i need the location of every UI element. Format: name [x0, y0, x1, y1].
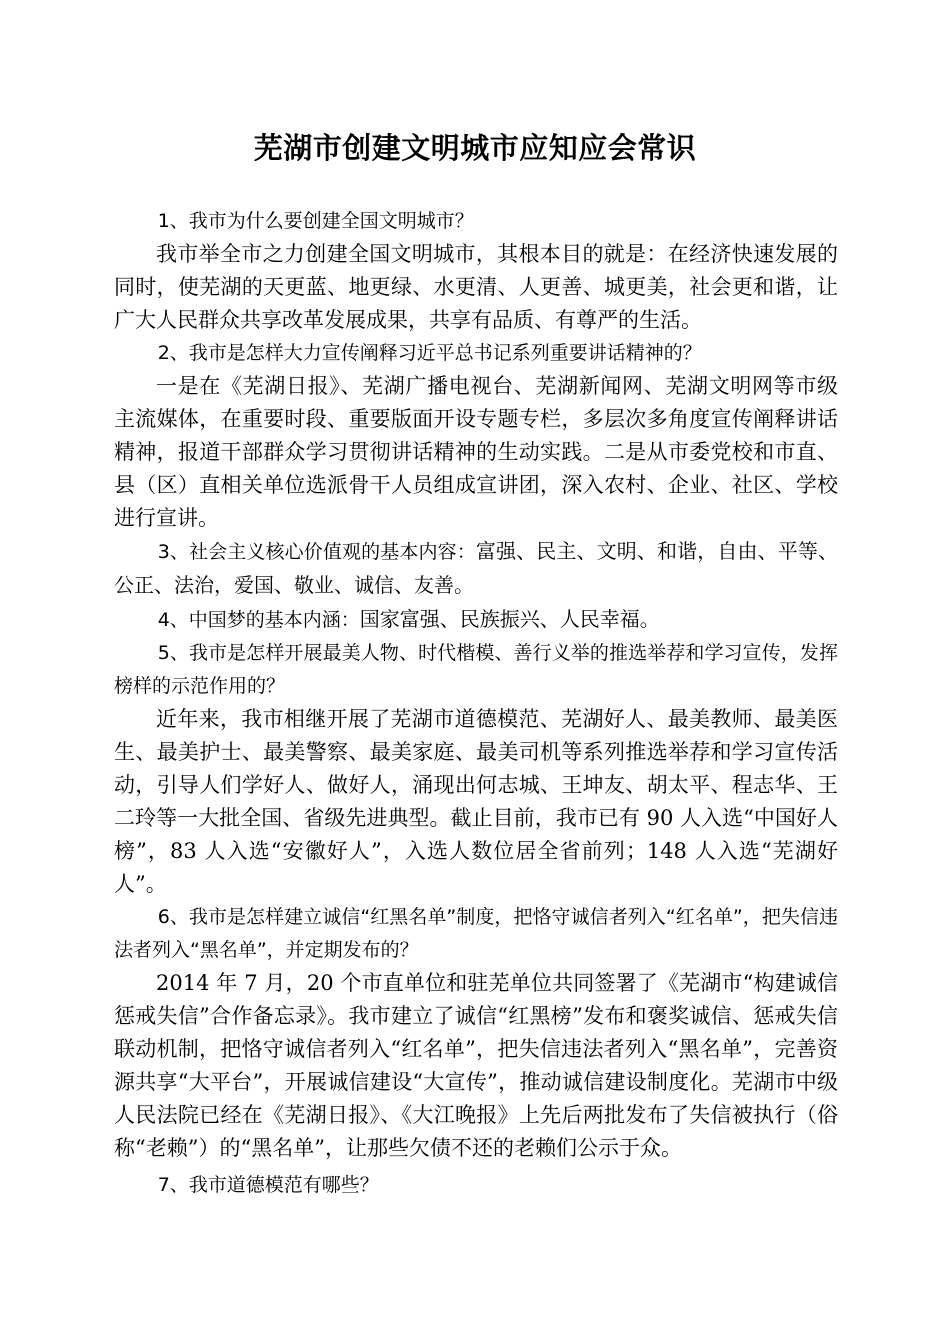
document-title: 芜湖市创建文明城市应知应会常识	[253, 131, 697, 165]
question-6: 6、我市是怎样建立诚信“红黑名单”制度，把恪守诚信者列入“红名单”，把失信违法者列入“黑名单”，并定期发布的？	[114, 906, 838, 961]
answer-3: 富强、民主、文明、和谐，自由、平等、公正、法治，爱国、敬业、诚信、友善。	[114, 539, 838, 597]
answer-6: 2014 年 7 月，20 个市直单位和驻芜单位共同签署了《芜湖市“构建诚信 惩戒失信”合作备忘录》。我市建立了诚信“红黑榜”发布和褒奖诚信、惩戒失信联动机制，把恪守诚信者列入“红名单”，把失信违法者列入“黑名单”，完善资源共享“大平台”，开展诚信建设“大宣传”，推动诚信建设制度化。芜湖市中级人民法院已经在《芜湖日报》、《大江晚报》上先后两批发布了失信被执行（俗称“老赖”）的“黑名单”，让那些欠债不还的老赖们公示于众。	[114, 971, 838, 1160]
answer-2: 一是在《芜湖日报》、芜湖广播电视台、芜湖新闻网、芜湖文明网等市级主流媒体，在重要时段、重要版面开设专题专栏，多层次多角度宣传阐释讲话精神，报道干部群众学习贯彻讲话精神的生动实践。二是从市委党校和市直、县（区）直相关单位选派骨干人员组成宣讲团，深入农村、企业、社区、学校进行宣讲。	[114, 374, 838, 530]
question-3-label: 3、社会主义核心价值观的基本内容：	[157, 541, 476, 563]
answer-4: 国家富强、民族振兴、人民幸福。	[359, 607, 660, 631]
question-7: 7、我市道德模范有哪些？	[157, 1174, 379, 1196]
question-1: 1、我市为什么要创建全国文明城市？	[157, 210, 474, 232]
answer-1: 我市举全市之力创建全国文明城市，其根本目的就是：在经济快速发展的同时，使芜湖的天更蓝、地更绿、水更清、人更善、城更美，社会更和谐，让广大人民群众共享改革发展成果，共享有品质、有尊严的生活。	[114, 242, 838, 332]
document-body	[114, 205, 838, 1202]
question-2: 2、我市是怎样大力宣传阐释习近平总书记系列重要讲话精神的？	[157, 342, 702, 364]
answer-5: 近年来，我市相继开展了芜湖市道德模范、芜湖好人、最美教师、最美医生、最美护士、最美警察、最美家庭、最美司机等系列推选举荐和学习宣传活动，引导人们学好人、做好人，涌现出何志城、王坤友、胡太平、程志华、王二玲等一大批全国、省级先进典型。截止目前，我市已有 90 人入选“中国好人榜”，83 人入选“安徽好人”，入选人数位居全省前列；148 人入选“芜湖好人”。	[114, 707, 838, 896]
question-5: 5、我市是怎样开展最美人物、时代楷模、善行义举的推选举荐和学习宣传，发挥榜样的示范作用的？	[114, 642, 838, 697]
question-4	[114, 603, 838, 637]
question-4-label: 4、中国梦的基本内涵：	[157, 609, 360, 631]
question-3	[114, 535, 838, 603]
